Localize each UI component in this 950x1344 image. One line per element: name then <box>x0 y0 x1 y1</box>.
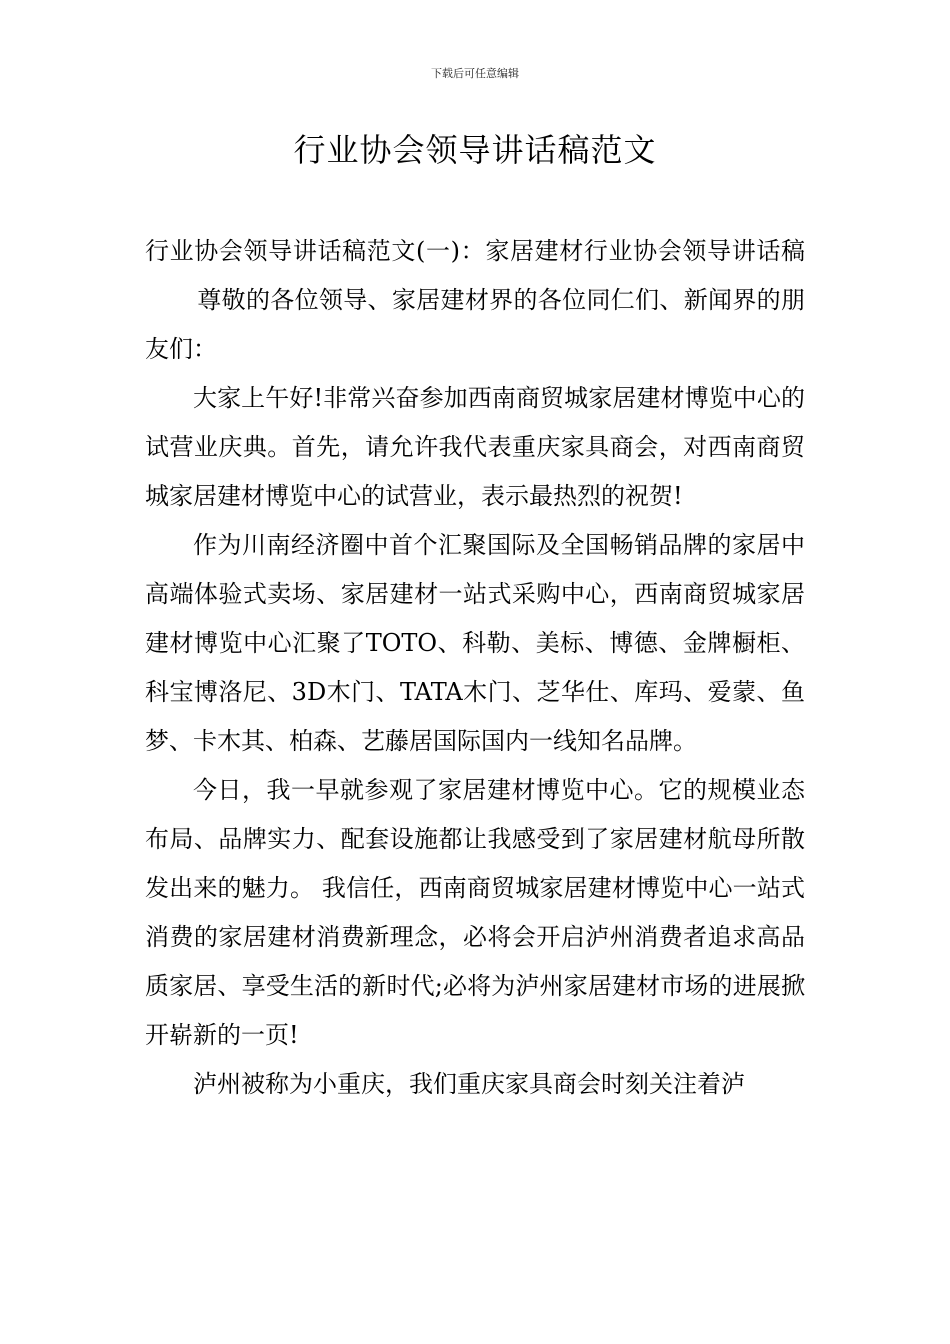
body-paragraph: 大家上午好!非常兴奋参加西南商贸城家居建材博览中心的试营业庆典。首先，请允许我代表重庆家具商会，对西南商贸城家居建材博览中心的试营业，表示最热烈的祝贺! <box>145 384 805 510</box>
document-title: 行业协会领导讲话稿范文 <box>293 131 657 169</box>
salutation-text: 尊敬的各位领导、家居建材界的各位同仁们、新闻界的朋友们： <box>145 286 805 363</box>
body-paragraph: 作为川南经济圈中首个汇聚国际及全国畅销品牌的家居中高端体验式卖场、家居建材一站式采购中心，西南商贸城家居建材博览中心汇聚了TOTO、科勒、美标、博德、金牌橱柜、科宝博洛尼、3D木门、TATA木门、芝华仕、库玛、爱蒙、鱼梦、卡木其、柏森、艺藤居国际国内一线知名品牌。 <box>145 531 805 755</box>
intro-paragraph <box>145 227 805 374</box>
body-paragraph: 今日，我一早就参观了家居建材博览中心。它的规模业态布局、品牌实力、配套设施都让我感受到了家居建材航母所散发出来的魅力。 我信任，西南商贸城家居建材博览中心一站式消费的家居建材消费新理念，必将会开启泸州消费者追求高品质家居、享受生活的新时代;必将为泸州家居建材市场的进展掀开崭新的一页! <box>145 776 805 1049</box>
document-body <box>145 227 805 1109</box>
body-paragraph: 泸州被称为小重庆，我们重庆家具商会时刻关注着泸 <box>193 1070 745 1098</box>
header-note: 下载后可任意编辑 <box>431 67 519 80</box>
intro-heading-text: 行业协会领导讲话稿范文(一)：家居建材行业协会领导讲话稿 <box>145 237 805 265</box>
